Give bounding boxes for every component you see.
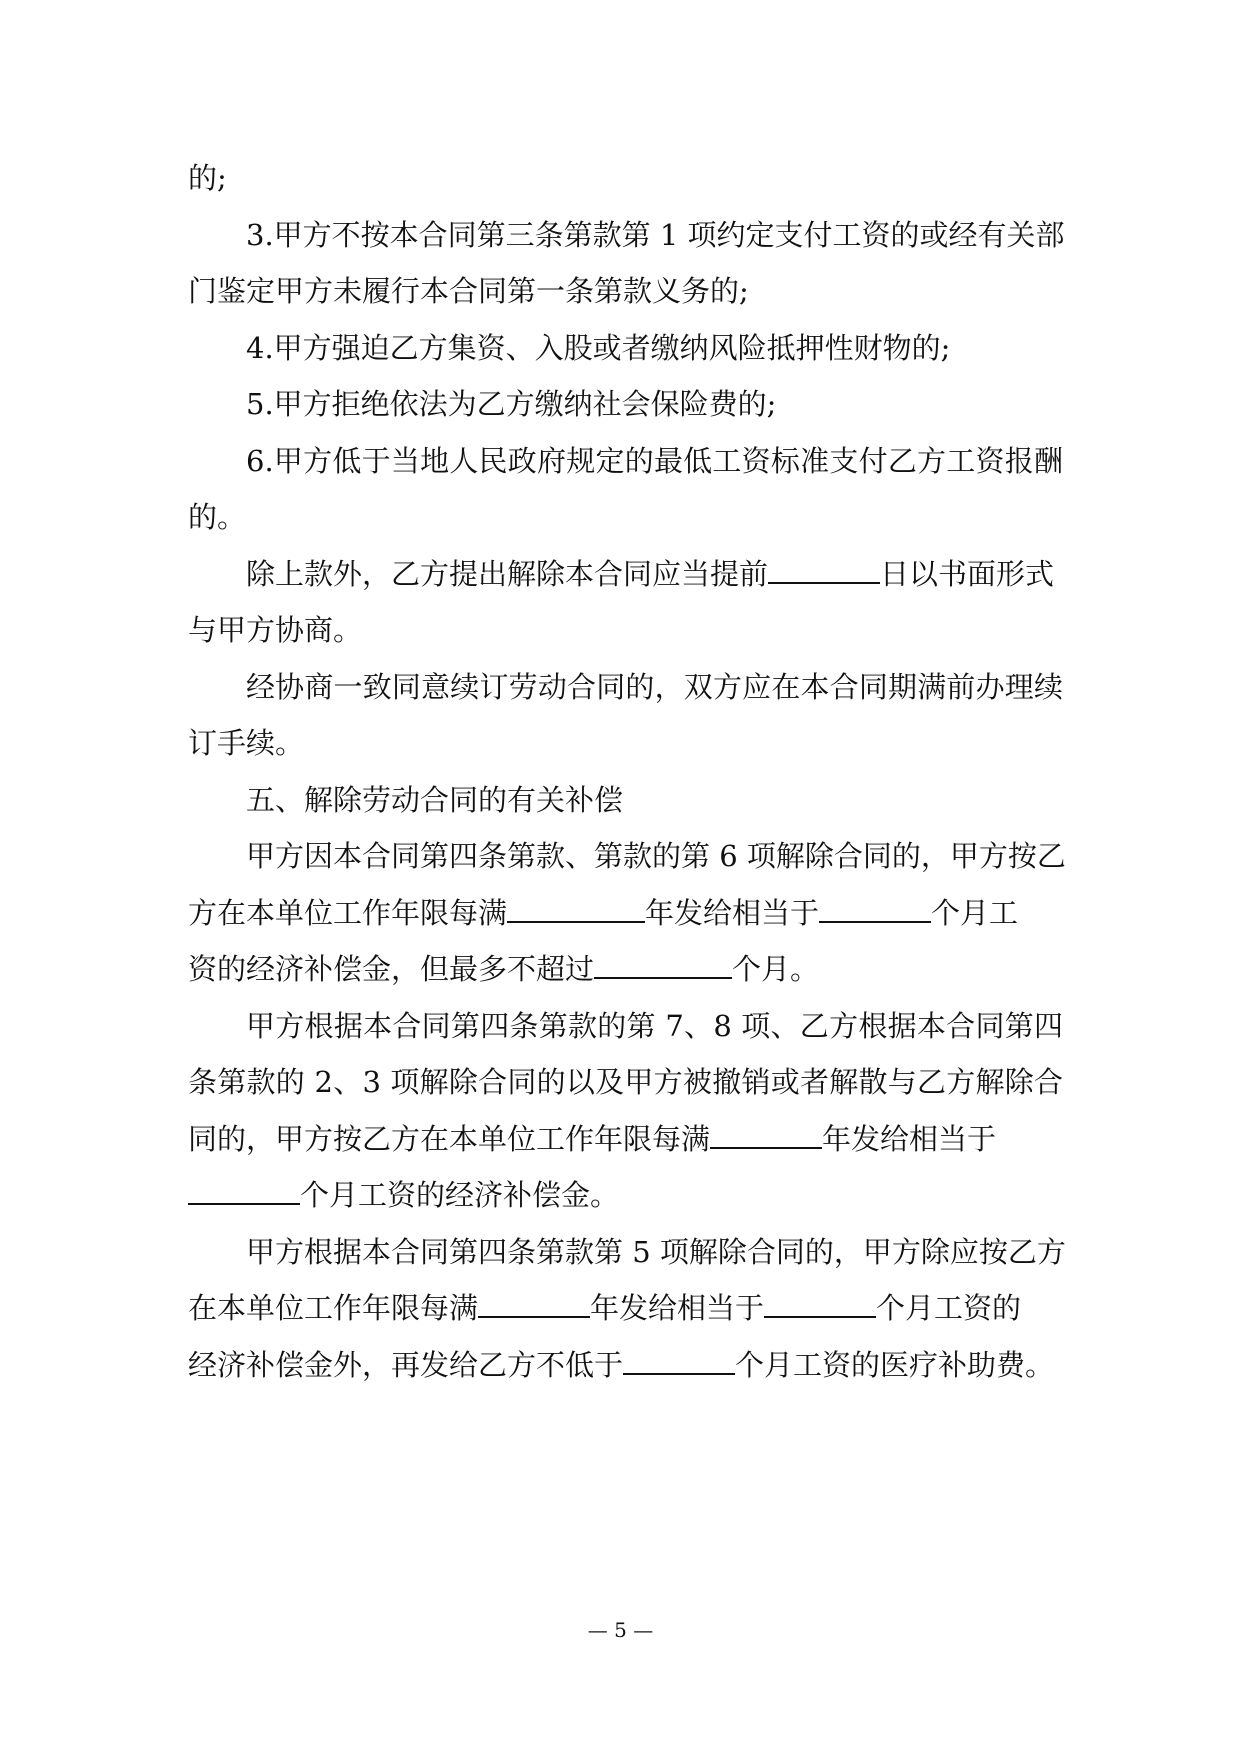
text-segment: 除上款外，乙方提出解除本合同应当提前 [246, 557, 769, 591]
text-line [188, 1347, 1054, 1383]
fill-in-blank[interactable] [507, 895, 645, 923]
text-segment: 资的经济补偿金，但最多不超过 [188, 952, 595, 986]
fill-in-blank[interactable] [594, 951, 732, 979]
text-segment: 同的，甲方按乙方在本单位工作年限每满 [188, 1122, 711, 1156]
text-line [188, 1290, 1021, 1326]
text-segment: 年发给相当于 [645, 896, 820, 930]
fill-in-blank[interactable] [710, 1121, 822, 1149]
text-segment: 个月。 [732, 952, 820, 986]
text-line [188, 1177, 619, 1213]
fill-in-blank[interactable] [768, 556, 880, 584]
section-heading: 五、解除劳动合同的有关补偿 [246, 783, 624, 817]
text-segment: 年发给相当于 [590, 1291, 765, 1325]
text-line: 甲方根据本合同第四条第款第 5 项解除合同的，甲方除应按乙方 [246, 1235, 1066, 1269]
text-line: 条第款的 2、3 项解除合同的以及甲方被撤销或者解散与乙方解除合 [188, 1065, 1063, 1099]
fill-in-blank[interactable] [188, 1177, 300, 1205]
text-line: 甲方因本合同第四条第款、第款的第 6 项解除合同的，甲方按乙 [246, 839, 1066, 873]
fill-in-blank[interactable] [623, 1347, 735, 1375]
fill-in-blank[interactable] [478, 1290, 590, 1318]
text-segment: 方在本单位工作年限每满 [188, 896, 508, 930]
text-segment: 经济补偿金外，再发给乙方不低于 [188, 1348, 624, 1382]
page-number: — 5 — [587, 1618, 654, 1642]
text-line: 订手续。 [188, 726, 305, 760]
text-line: 门鉴定甲方未履行本合同第一条第款义务的; [188, 274, 749, 308]
text-segment: 个月工资的 [876, 1291, 1022, 1325]
text-line: 与甲方协商。 [188, 613, 363, 647]
text-segment: 日以书面形式 [880, 557, 1055, 591]
text-segment: 个月工 [931, 896, 1019, 930]
text-line: 的。 [188, 500, 247, 534]
text-line [188, 951, 819, 987]
text-segment: 在本单位工作年限每满 [188, 1291, 479, 1325]
fill-in-blank[interactable] [764, 1290, 876, 1318]
text-line: 的; [188, 161, 227, 195]
text-line: 6.甲方低于当地人民政府规定的最低工资标准支付乙方工资报酬 [246, 444, 1063, 478]
text-line: 5.甲方拒绝依法为乙方缴纳社会保险费的; [246, 387, 777, 421]
text-segment: 个月工资的经济补偿金。 [300, 1178, 620, 1212]
text-line: 甲方根据本合同第四条第款的第 7、8 项、乙方根据本合同第四 [246, 1009, 1063, 1043]
text-line [188, 895, 1018, 931]
text-line: 4.甲方强迫乙方集资、入股或者缴纳风险抵押性财物的; [246, 331, 951, 365]
fill-in-blank[interactable] [819, 895, 931, 923]
text-line: 3.甲方不按本合同第三条第款第 1 项约定支付工资的或经有关部 [246, 218, 1065, 252]
text-line [188, 1121, 996, 1157]
text-segment: 个月工资的医疗补助费。 [735, 1348, 1055, 1382]
text-segment: 年发给相当于 [822, 1122, 997, 1156]
text-line [246, 556, 1054, 592]
text-line: 经协商一致同意续订劳动合同的，双方应在本合同期满前办理续 [246, 670, 1063, 704]
